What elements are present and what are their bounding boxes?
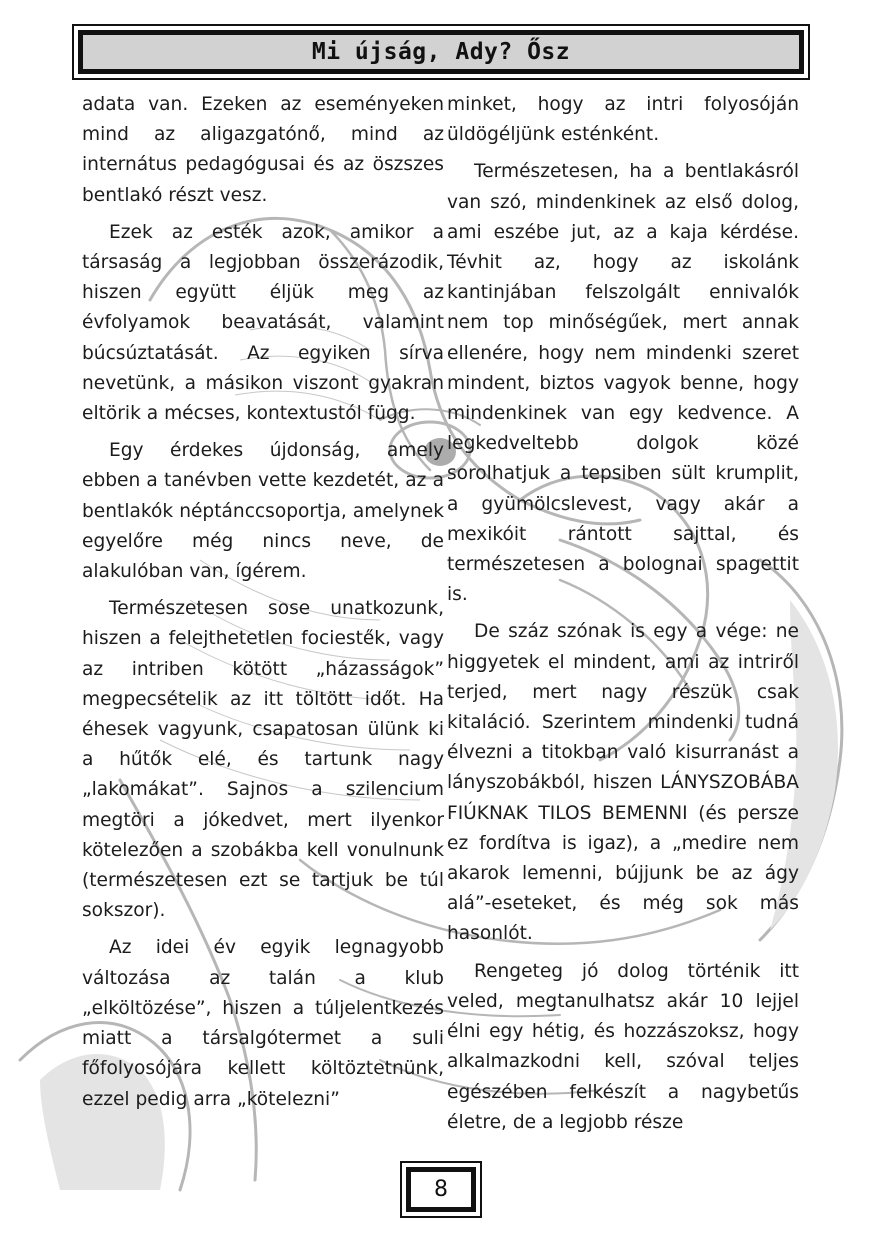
page-number-inner xyxy=(406,1167,476,1212)
right-text-column xyxy=(447,90,799,1145)
magazine-title: Mi újság, Ady? Ősz xyxy=(311,39,571,65)
page-number-box xyxy=(400,1161,482,1218)
paragraph: minket, hogy az intri folyosóján üldögéljünk esténként. xyxy=(447,94,799,146)
paragraph: adata van. Ezeken az eseményeken mind az aligazgatónő, mind az internátus pedagógusai és az öszszes bentlakó részt vesz. xyxy=(82,94,444,206)
paragraph: Természetesen, ha a bentlakásról van szó, mindenkinek az első dolog, ami eszébe jut, az a kaja kérdése. Tévhit az, hogy az iskolánk kantinjában felszolgált ennivalók nem top minőségűek, mert annak ellenére, hogy nem mindenki szeret mindent, biztos vagyok benne, hogy mindenkinek van egy kedvence. A legkedveltebb dolgok közé sorolhatjuk a tepsiben sült krumplit, a gyümölcslevest, vagy akár a mexikóit rántott sajttal, és természetesen a bolognai spagettit is. xyxy=(447,161,799,606)
paragraph: Az idei év egyik legnagyobb változása az talán a klub „elköltözése”, hiszen a túljelentkezés miatt a társalgótermet a suli főfolyosójára kellett költöztetnünk, ezzel pedig arra „kötelezni” xyxy=(82,937,444,1110)
paragraph: Egy érdekes újdonság, amely ebben a tanévben vette kezdetét, az a bentlakók néptánccsoportja, amelynek egyelőre még nincs neve, de alakulóban van, ígérem. xyxy=(82,440,444,583)
paragraph: Természetesen sose unatkozunk, hiszen a felejthetetlen focieste̋k, vagy az intriben kötött „házasságok” megpecsételik az itt töltött időt. Ha éhesek vagyunk, csapatosan ülünk ki a hűtők elé, és tartunk nagy „lakomákat”. Sajnos a szilencium megtöri a jókedvet, mert ilyenkor kötelezően a szobákba kell vonulnunk (természetesen ezt se tartjuk be túl sokszor). xyxy=(82,598,444,922)
paragraph: De száz szónak is egy a vége: ne higgyetek el mindent, ami az intriről terjed, mert nagy részük csak kitaláció. Szerintem mindenki tudná élvezni a titokban való kisurranást a lányszobákból, hiszen LÁNYSZOBÁBA FIÚKNAK TILOS BEMENNI (és persze ez fordítva is igaz), a „medire nem akarok lemenni, bújjunk be az ágy alá”-eseteket, és még sok más hasonlót. xyxy=(447,621,799,945)
header-inner-box xyxy=(78,30,804,74)
paragraph: Rengeteg jó dolog történik itt veled, megtanulhatsz akár 10 lejjel élni egy hétig, és hozzászoksz, hogy alkalmazkodni kell, szóval teljes egészében felkészít a nagybetűs életre, de a legjobb része xyxy=(447,960,799,1133)
left-text-column xyxy=(82,90,444,1122)
page-number: 8 xyxy=(434,1177,448,1202)
header-banner xyxy=(72,24,810,80)
paragraph: Ezek az esték azok, amikor a társaság a legjobban összerázodik, hiszen együtt éljük meg az évfolyamok beavatását, valamint búcsúztatását. Az egyiken sírva nevetünk, a másikon viszont gyakran eltörik a mécses, kontextustól függ. xyxy=(82,221,444,425)
